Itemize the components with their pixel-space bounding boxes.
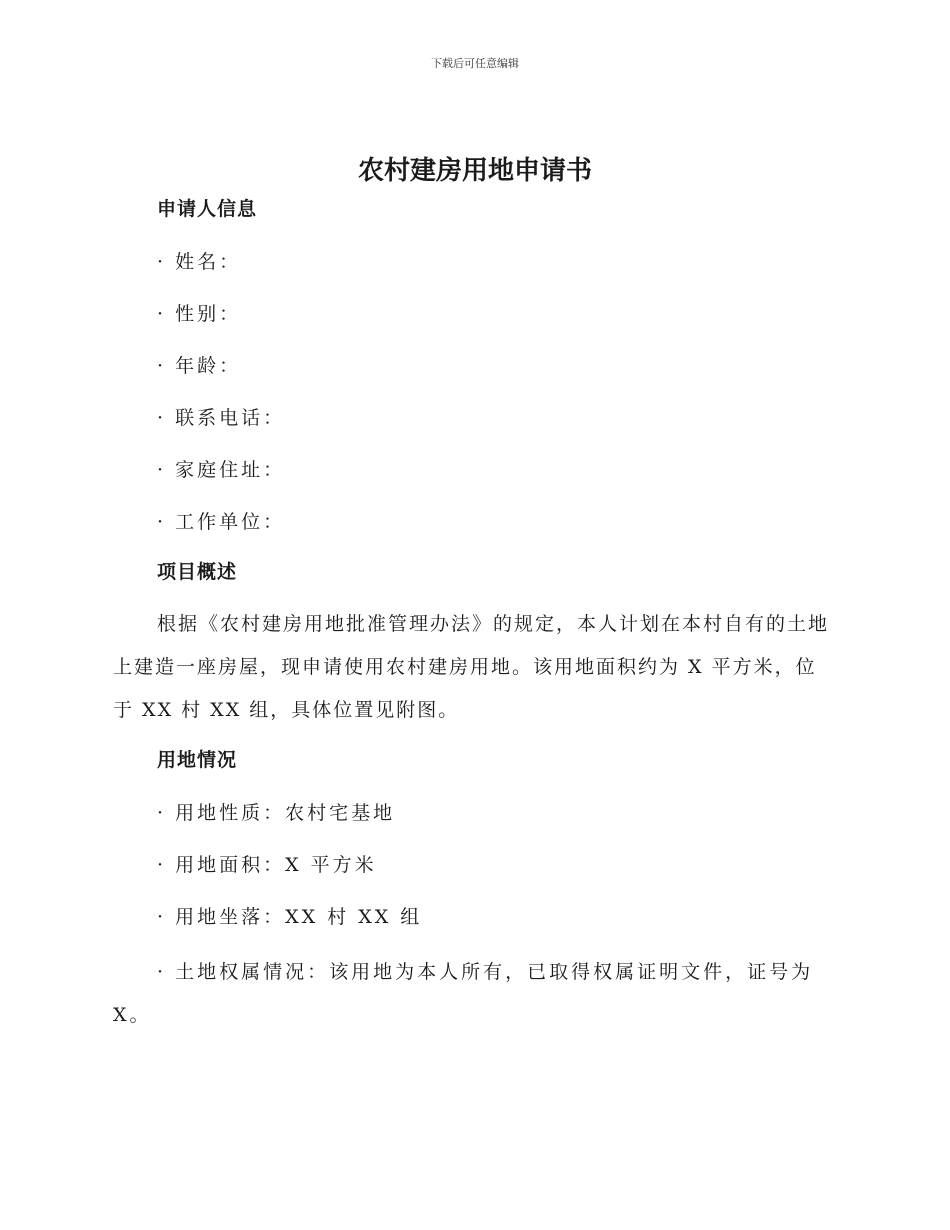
field-name: · 姓名： bbox=[157, 251, 242, 273]
field-age: · 年龄： bbox=[157, 355, 242, 377]
overview-paragraph: 根据《农村建房用地批准管理办法》的规定，本人计划在本村自有的土地上建造一座房屋，现申请使用农村建房用地。该用地面积约为 X 平方米，位于 XX 村 XX 组，具体位置见附图。 bbox=[113, 613, 830, 721]
land-ownership: · 土地权属情况：该用地为本人所有，已取得权属证明文件，证号为 X。 bbox=[113, 961, 814, 1026]
field-address: · 家庭住址： bbox=[157, 459, 286, 481]
document-title: 农村建房用地申请书 bbox=[357, 156, 592, 186]
applicant-section bbox=[113, 188, 833, 548]
field-phone: · 联系电话： bbox=[157, 407, 286, 429]
page-header-note: 下载后可任意编辑 bbox=[431, 57, 519, 70]
land-nature: · 用地性质：农村宅基地 bbox=[157, 802, 396, 824]
field-employer: · 工作单位： bbox=[157, 511, 286, 533]
field-gender: · 性别： bbox=[157, 303, 242, 325]
land-location: · 用地坐落：XX 村 XX 组 bbox=[157, 906, 423, 928]
land-section bbox=[113, 739, 833, 1037]
section-heading-land: 用地情况 bbox=[157, 749, 238, 771]
land-area: · 用地面积：X 平方米 bbox=[157, 854, 377, 876]
section-heading-applicant: 申请人信息 bbox=[157, 198, 258, 220]
overview-section bbox=[113, 551, 833, 732]
section-heading-overview: 项目概述 bbox=[157, 561, 238, 583]
